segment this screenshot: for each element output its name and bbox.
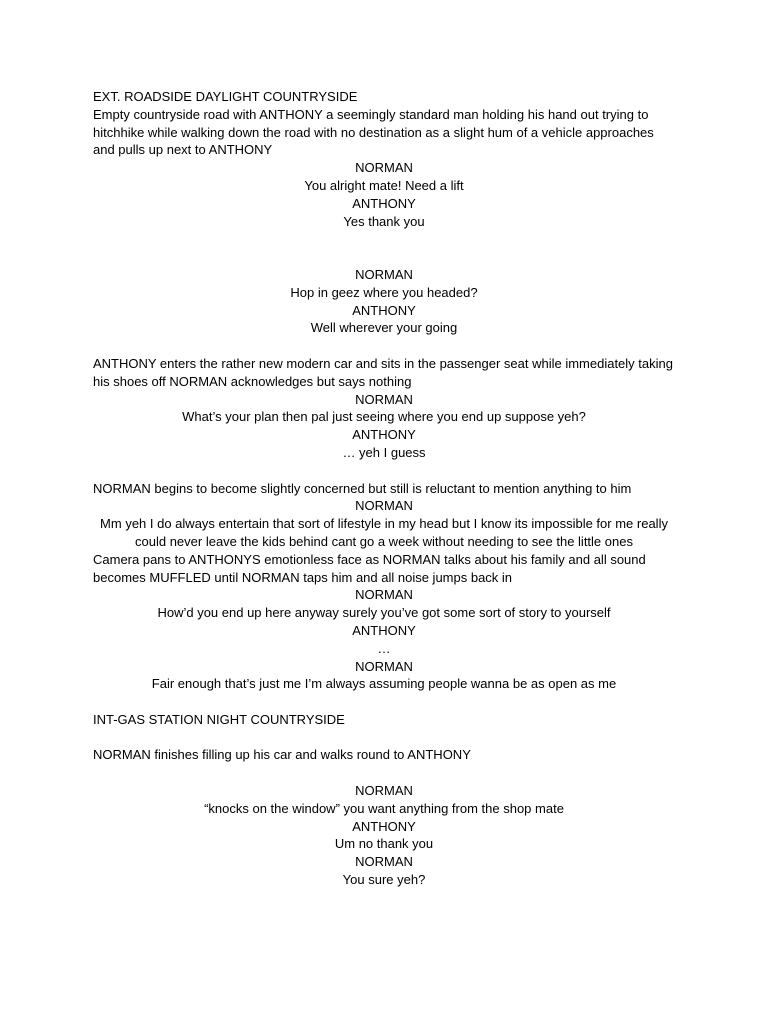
dialogue: Mm yeh I do always entertain that sort of lifestyle in my head but I know its impossible for me really could never leave the kids behind cant go a week without needing to see the little ones	[100, 516, 668, 549]
spacer	[93, 462, 675, 480]
action-text: Empty countryside road with ANTHONY a seemingly standard man holding his hand out trying to hitchhike while walking down the road with no destination as a slight hum of a vehicle approaches and pulls up next to ANTHONY	[93, 106, 654, 158]
character-name: ANTHONY	[352, 302, 416, 318]
action-text: NORMAN begins to become slightly concerned but still is reluctant to mention anything to him	[93, 480, 632, 496]
spacer	[93, 230, 675, 266]
dialogue: Yes thank you	[343, 213, 425, 229]
action-text: Camera pans to ANTHONYS emotionless face as NORMAN talks about his family and all sound becomes MUFFLED until NORMAN taps him and all noise jumps back in	[93, 551, 646, 585]
character-name: NORMAN	[355, 854, 413, 870]
dialogue: … yeh I guess	[342, 444, 426, 460]
spacer	[93, 337, 675, 355]
dialogue: Well wherever your going	[310, 320, 458, 336]
character-name: NORMAN	[355, 587, 413, 603]
dialogue: Um no thank you	[334, 836, 434, 852]
dialogue: What’s your plan then pal just seeing where you end up suppose yeh?	[182, 409, 586, 425]
action-text: ANTHONY enters the rather new modern car and sits in the passenger seat while immediately taking his shoes off NORMAN acknowledges but says nothing	[93, 355, 673, 389]
character-name: NORMAN	[355, 391, 413, 407]
character-name: NORMAN	[355, 266, 413, 282]
dialogue: Hop in geez where you headed?	[290, 284, 478, 300]
character-name: NORMAN	[355, 498, 413, 514]
dialogue: How’d you end up here anyway surely you’ve got some sort of story to yourself	[157, 605, 611, 621]
character-name: NORMAN	[355, 783, 413, 799]
character-name: ANTHONY	[352, 818, 416, 834]
spacer	[93, 764, 675, 782]
spacer	[93, 693, 675, 711]
character-name: NORMAN	[355, 658, 413, 674]
dialogue: “knocks on the window” you want anything from the shop mate	[204, 800, 564, 816]
scene-heading: INT-GAS STATION NIGHT COUNTRYSIDE	[93, 711, 345, 727]
scene-heading: EXT. ROADSIDE DAYLIGHT COUNTRYSIDE	[93, 89, 358, 104]
spacer	[93, 729, 675, 747]
dialogue: Fair enough that’s just me I’m always assuming people wanna be as open as me	[151, 676, 617, 692]
dialogue: You sure yeh?	[342, 872, 426, 888]
character-name: ANTHONY	[352, 622, 416, 638]
character-name: ANTHONY	[352, 427, 416, 443]
dialogue: …	[377, 640, 391, 656]
screenplay-page	[93, 88, 675, 889]
action-text: NORMAN finishes filling up his car and walks round to ANTHONY	[93, 747, 471, 763]
character-name: NORMAN	[355, 160, 413, 176]
dialogue: You alright mate! Need a lift	[304, 177, 464, 193]
character-name: ANTHONY	[352, 195, 416, 211]
